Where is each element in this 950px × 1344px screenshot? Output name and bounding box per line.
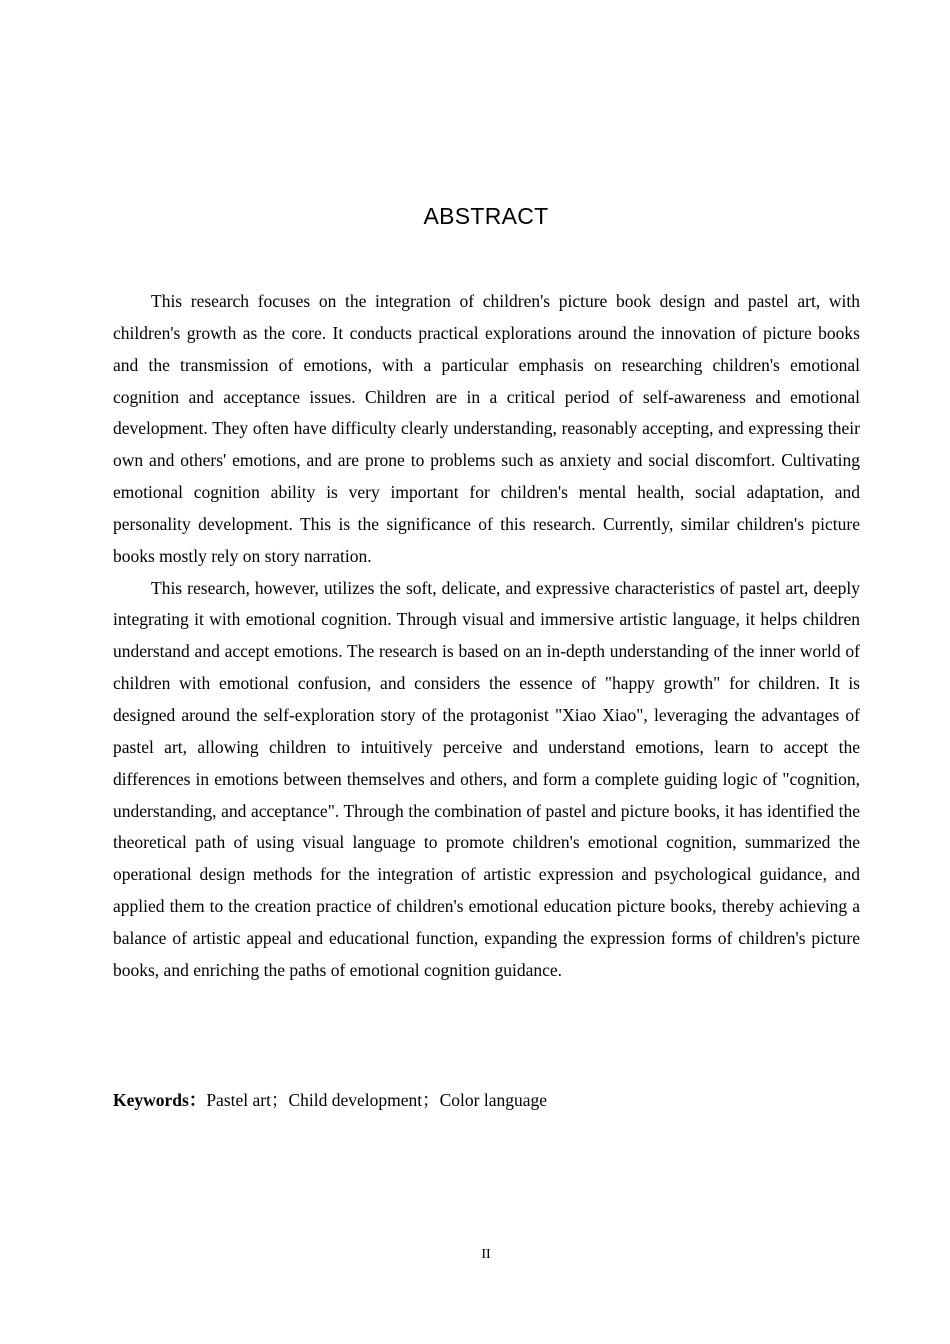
keywords-text: Pastel art；Child development；Color language: [206, 1090, 548, 1110]
abstract-paragraph-1: This research focuses on the integration of children's picture book design and pastel art, with children's growth as the core. It conducts practical explorations around the innovation of picture books and the transmission of emotions, with a particular emphasis on researching children's emotional cognition and acceptance issues. Children are in a critical period of self-awareness and emotional development. They often have difficulty clearly understanding, reasonably accepting, and expressing their own and others' emotions, and are prone to problems such as anxiety and social discomfort. Cultivating emotional cognition ability is very important for children's mental health, social adaptation, and personality development. This is the significance of this research. Currently, similar children's picture books mostly rely on story narration.: [113, 291, 860, 566]
abstract-paragraph-2: This research, however, utilizes the soft, delicate, and expressive characteristics of pastel art, deeply integrating it with emotional cognition. Through visual and immersive artistic language, it helps children understand and accept emotions. The research is based on an in-depth understanding of the inner world of children with emotional confusion, and considers the essence of "happy growth" for children. It is designed around the self-exploration story of the protagonist "Xiao Xiao", leveraging the advantages of pastel art, allowing children to intuitively perceive and understand emotions, learn to accept the differences in emotions between themselves and others, and form a complete guiding logic of "cognition, understanding, and acceptance". Through the combination of pastel and picture books, it has identified the theoretical path of using visual language to promote children's emotional cognition, summarized the operational design methods for the integration of artistic expression and psychological guidance, and applied them to the creation practice of children's emotional education picture books, thereby achieving a balance of artistic appeal and educational function, expanding the expression forms of children's picture books, and enriching the paths of emotional cognition guidance.: [113, 577, 860, 980]
page-number: II: [481, 1247, 491, 1262]
keywords-label: Keywords：: [113, 1090, 207, 1110]
abstract-title: ABSTRACT: [423, 203, 549, 229]
abstract-body: [113, 286, 860, 987]
keywords-line: [113, 1084, 860, 1116]
